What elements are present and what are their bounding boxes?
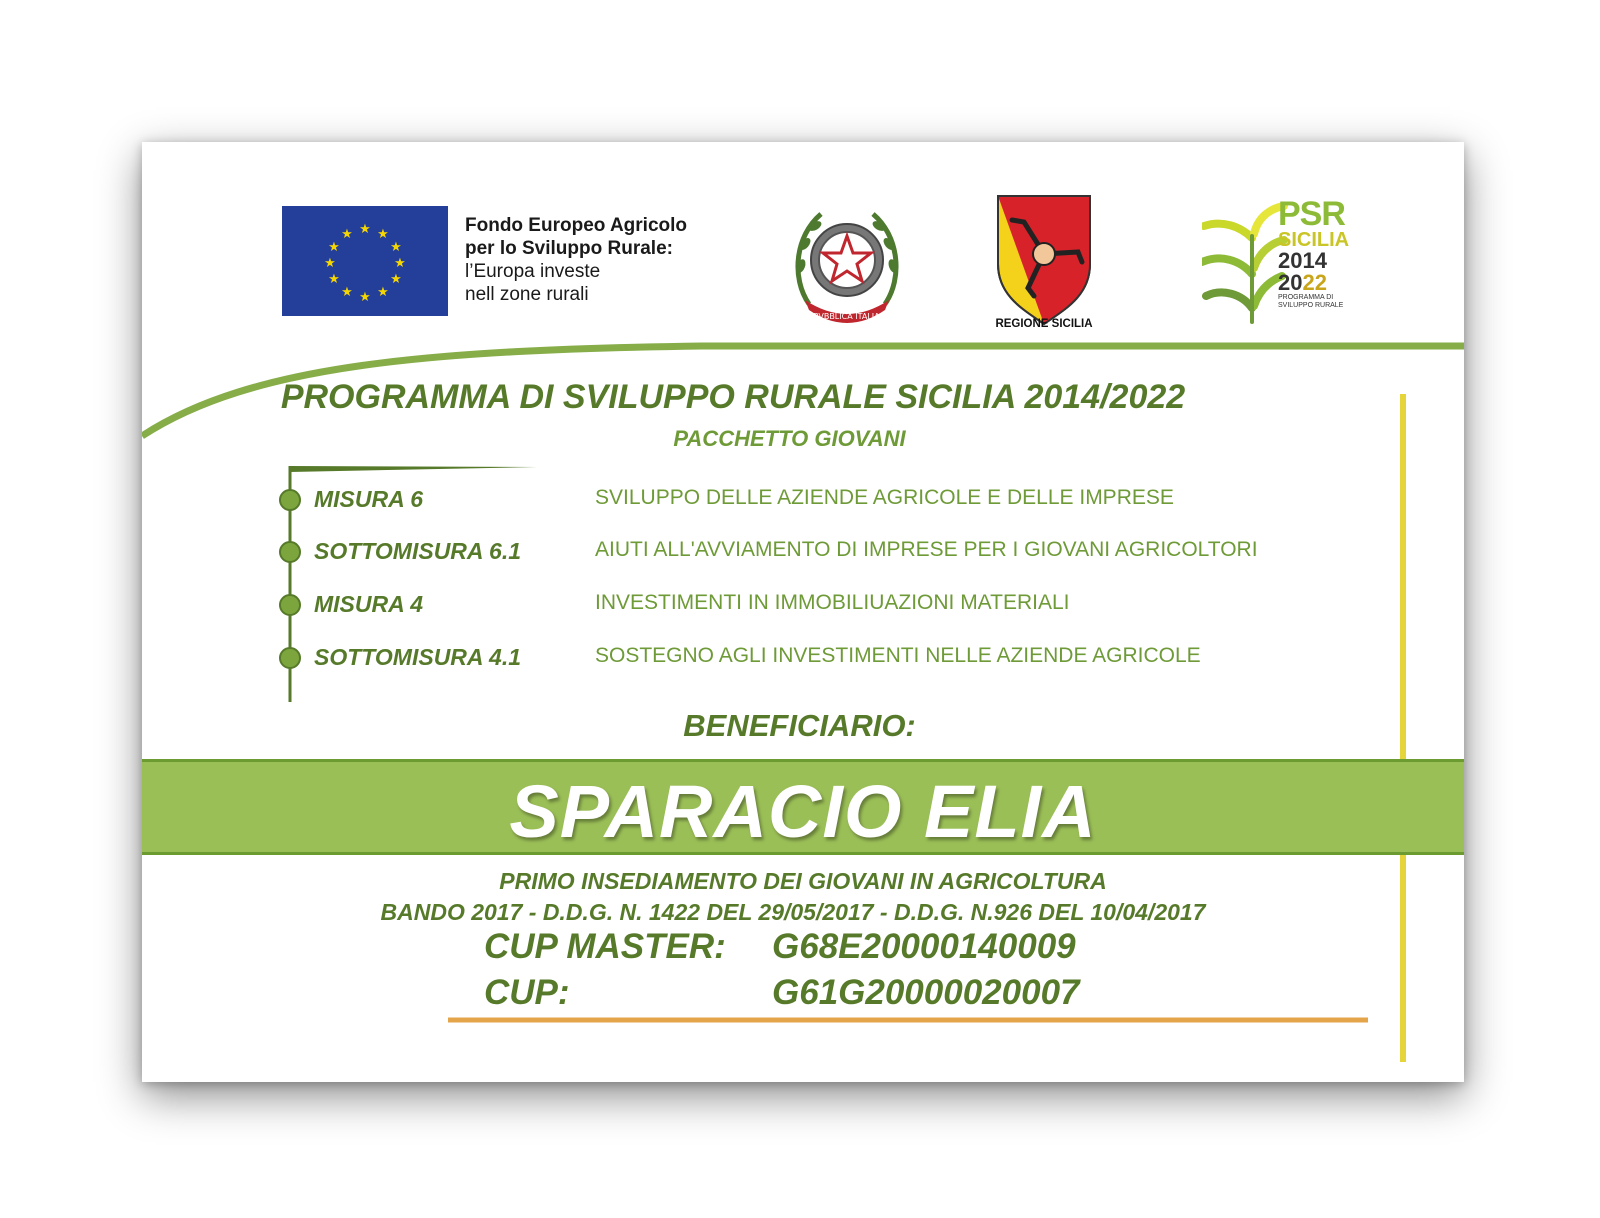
psr-year-start: 2014 <box>1278 248 1327 273</box>
psr-subtitle: PROGRAMMA DI SVILUPPO RURALE <box>1278 294 1344 309</box>
measure-label: MISURA 6 <box>314 486 424 512</box>
svg-text:★: ★ <box>359 290 371 305</box>
cup-master-value: G68E20000140009 <box>772 927 1076 966</box>
svg-text:★: ★ <box>377 227 389 242</box>
emblem-motto: REPVBBLICA ITALIANA <box>802 312 892 321</box>
eu-fund-slogan-line2: nell zone rurali <box>465 284 589 305</box>
svg-text:★: ★ <box>390 272 402 287</box>
beneficiary-name: SPARACIO ELIA <box>509 770 1097 853</box>
svg-text:★: ★ <box>328 240 340 255</box>
psr-logo-text <box>1278 195 1388 310</box>
eu-fund-name-line1: Fondo Europeo Agricolo <box>465 215 687 236</box>
insediamento-line: PRIMO INSEDIAMENTO DEI GIOVANI IN AGRICOLTURA <box>499 868 1107 894</box>
svg-text:★: ★ <box>359 222 371 237</box>
program-subtitle: PACCHETTO GIOVANI <box>673 426 906 451</box>
beneficiary-label: BENEFICIARIO: <box>683 708 916 743</box>
signboard <box>142 142 1464 1082</box>
svg-text:★: ★ <box>377 285 389 300</box>
measure-description: SOSTEGNO AGLI INVESTIMENTI NELLE AZIENDE AGRICOLE <box>595 644 1201 667</box>
eu-fund-slogan-line1: l’Europa investe <box>465 261 601 282</box>
svg-text:★: ★ <box>390 240 402 255</box>
measure-description: AIUTI ALL'AVVIAMENTO DI IMPRESE PER I GIOVANI AGRICOLTORI <box>595 538 1258 561</box>
svg-text:★: ★ <box>394 256 406 271</box>
cup-value: G61G20000020007 <box>772 973 1080 1012</box>
eu-fund-text <box>465 214 725 306</box>
bando-line: BANDO 2017 - D.D.G. N. 1422 DEL 29/05/2017 - D.D.G. N.926 DEL 10/04/2017 <box>380 899 1206 925</box>
psr-abbr: PSR <box>1278 195 1345 233</box>
svg-text:★: ★ <box>328 272 340 287</box>
psr-region: SICILIA <box>1278 229 1350 251</box>
measure-label: SOTTOMISURA 6.1 <box>314 538 522 564</box>
svg-text:★: ★ <box>324 256 336 271</box>
eu-fund-name-line2: per lo Sviluppo Rurale: <box>465 238 673 259</box>
measure-description: SVILUPPO DELLE AZIENDE AGRICOLE E DELLE IMPRESE <box>595 486 1174 509</box>
regione-sicilia-caption: REGIONE SICILIA <box>995 318 1093 330</box>
program-title: PROGRAMMA DI SVILUPPO RURALE SICILIA 2014/2022 <box>280 378 1186 416</box>
psr-year-end-a: 20 <box>1278 270 1303 295</box>
svg-text:★: ★ <box>341 285 353 300</box>
beneficiary-band <box>142 759 1464 855</box>
psr-year-end-b: 22 <box>1302 270 1327 295</box>
measure-label: MISURA 4 <box>314 591 424 617</box>
svg-text:★: ★ <box>341 227 353 242</box>
regione-sicilia-shield <box>994 192 1094 332</box>
measure-description: INVESTIMENTI IN IMMOBILIUAZIONI MATERIALI <box>595 591 1070 614</box>
cup-label: CUP: <box>484 973 570 1012</box>
measure-label: SOTTOMISURA 4.1 <box>314 644 522 670</box>
cup-master-label: CUP MASTER: <box>484 927 726 966</box>
italian-republic-emblem <box>787 196 907 330</box>
psr-year-end <box>1278 272 1388 294</box>
eu-flag-logo <box>282 206 448 316</box>
